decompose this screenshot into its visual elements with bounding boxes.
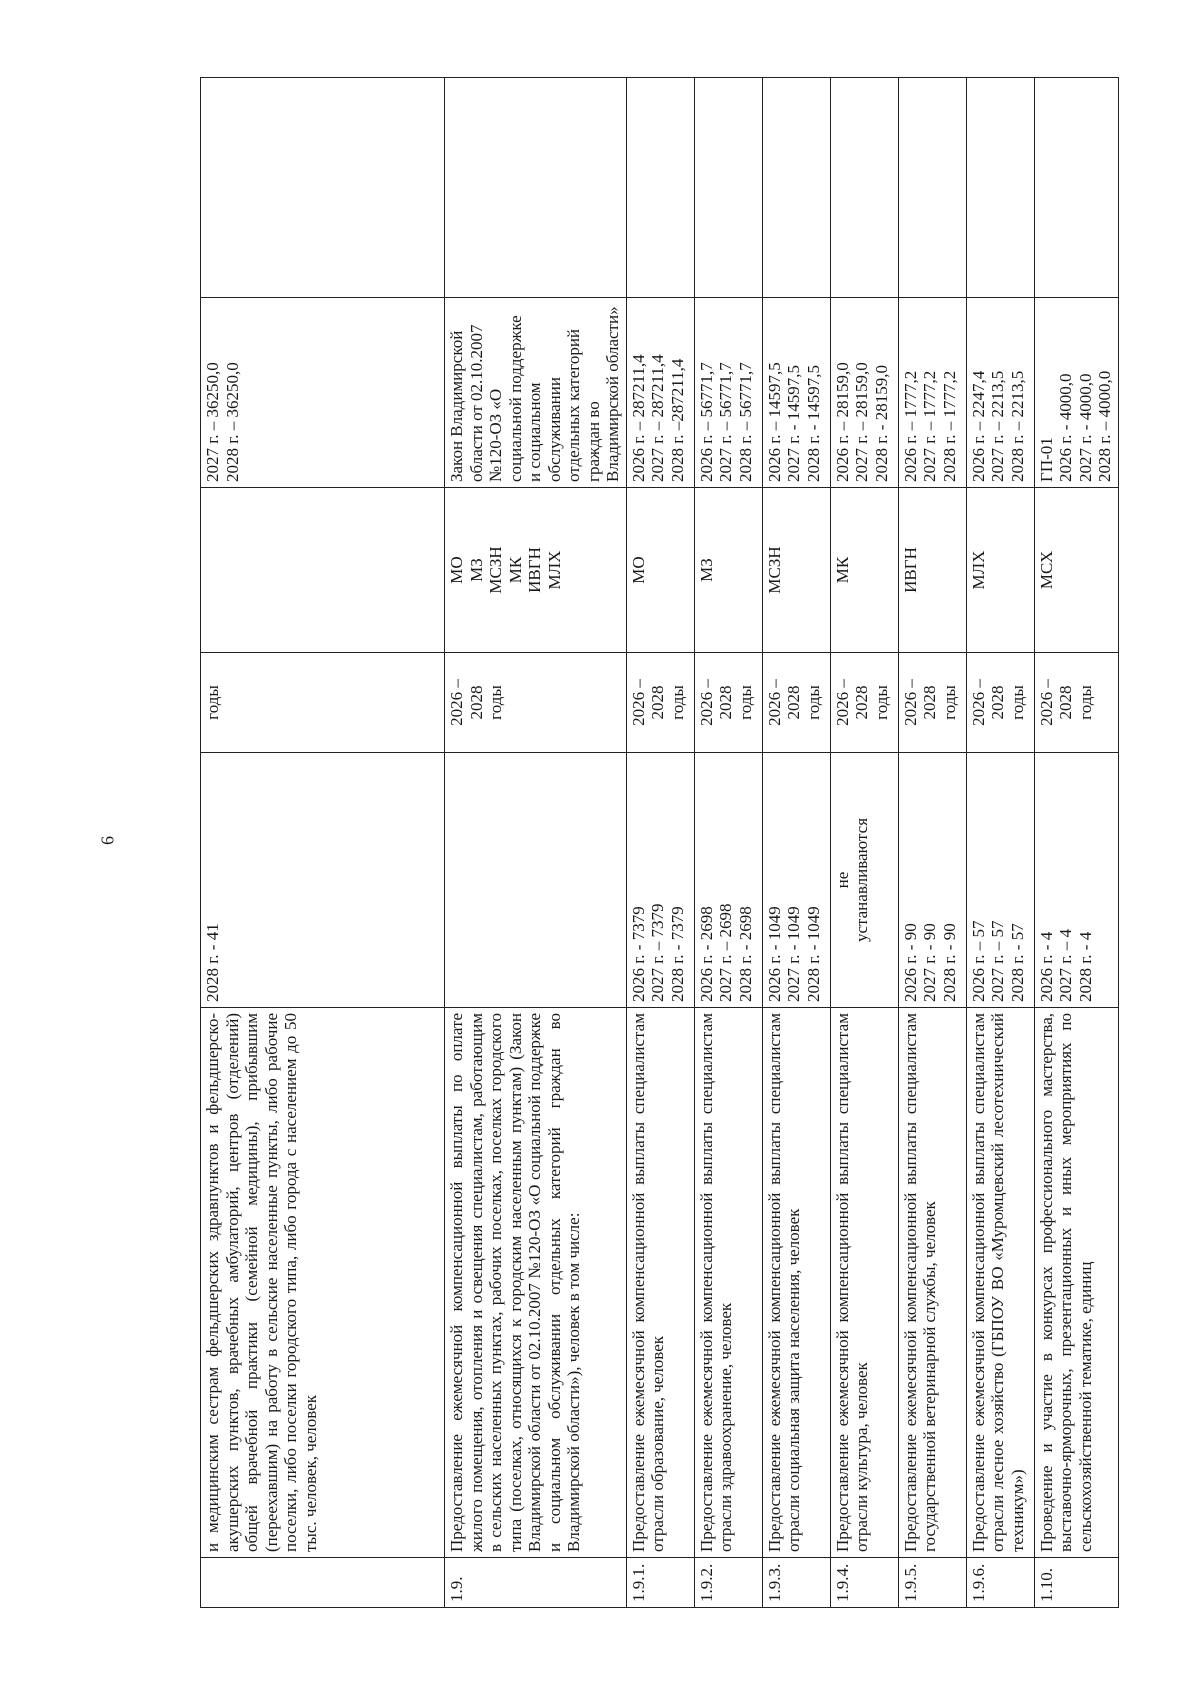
row-number: 1.9. xyxy=(445,1558,627,1608)
extra-cell xyxy=(762,78,830,298)
row-number: 1.10. xyxy=(1034,1558,1118,1608)
funding-source: 2026 г. – 28159,0 2027 г. – 28159,0 2028 г. - 28159,0 xyxy=(830,298,898,488)
extra-cell xyxy=(1034,78,1118,298)
table-row xyxy=(694,78,762,1608)
measure-name: Проведение и участие в конкурсах профессионального мастерства, выставочно-ярморочных, презентационных и иных мероприятиях по сельскохозяйственной тематике, единиц xyxy=(1034,1008,1118,1558)
executor: МО МЗ МСЗН МК ИВГН МЛХ xyxy=(445,488,627,653)
implementation-term: 2026 – 2028 годы xyxy=(830,653,898,753)
indicator-value: 2028 г. - 41 xyxy=(201,753,445,1008)
implementation-term: 2026 – 2028 годы xyxy=(898,653,966,753)
measure-name: Предоставление ежемесячной компенсационной выплаты специалистам государственной ветеринарной службы, человек xyxy=(898,1008,966,1558)
implementation-term: 2026 – 2028 годы xyxy=(762,653,830,753)
row-number: 1.9.4. xyxy=(830,1558,898,1608)
measure-name: и медицинским сестрам фельдшерских здравпунктов и фельдшерско-акушерских пунктов, врачебных амбулаторий, центров (отделений) общей врачебной практики (семейной медицины), прибывшим (переехавшим) на работу в сельские населенные пункты, либо рабочие поселки, либо поселки городского типа, либо города с населением до 50 тыс. человек, человек xyxy=(201,1008,445,1558)
indicator-value: 2026 г. - 7379 2027 г. – 7379 2028 г. - 7379 xyxy=(626,753,694,1008)
extra-cell xyxy=(626,78,694,298)
funding-source: 2026 г. – 14597,5 2027 г. - 14597,5 2028 г. - 14597,5 xyxy=(762,298,830,488)
indicator-value xyxy=(445,753,627,1008)
page-number: 6 xyxy=(97,836,118,845)
funding-source: 2026 г. – 56771,7 2027 г. – 56771,7 2028 г. – 56771,7 xyxy=(694,298,762,488)
executor: МК xyxy=(830,488,898,653)
executor: МСХ xyxy=(1034,488,1118,653)
executor: МСЗН xyxy=(762,488,830,653)
table-row xyxy=(830,78,898,1608)
executor: МО xyxy=(626,488,694,653)
implementation-term: 2026 – 2028 годы xyxy=(966,653,1034,753)
table-row xyxy=(201,78,445,1608)
measure-name: Предоставление ежемесячной компенсационной выплаты по оплате жилого помещения, отопления и освещения специалистам, работающим в сельских населенных пунктах, рабочих поселках, поселках городского типа (поселках, относящихся к городским населенным пунктам) (Закон Владимирской области от 02.10.2007 №120-ОЗ «О социальной поддержке и социальном обслуживании отдельных категорий граждан во Владимирской области»), человек в том числе: xyxy=(445,1008,627,1558)
row-number: 1.9.2. xyxy=(694,1558,762,1608)
funding-source: Закон Владимирской области от 02.10.2007 №120-ОЗ «О социальной поддержке и социальном обслуживании отдельных категорий граждан во Владимирской области» xyxy=(445,298,627,488)
extra-cell xyxy=(694,78,762,298)
program-measures-table xyxy=(200,77,1119,1608)
funding-source: 2027 г. – 36250,0 2028 г. – 36250,0 xyxy=(201,298,445,488)
table-row xyxy=(445,78,627,1608)
indicator-value: 2026 г. - 4 2027 г. – 4 2028 г. - 4 xyxy=(1034,753,1118,1008)
funding-source: ГП-01 2026 г. - 4000,0 2027 г. - 4000,0 2028 г. – 4000,0 xyxy=(1034,298,1118,488)
table-row xyxy=(898,78,966,1608)
extra-cell xyxy=(898,78,966,298)
indicator-value: 2026 г. – 57 2027 г. – 57 2028 г. - 57 xyxy=(966,753,1034,1008)
indicator-value: не устанавливаются xyxy=(830,753,898,1008)
funding-source: 2026 г. – 1777,2 2027 г. – 1777,2 2028 г. – 1777,2 xyxy=(898,298,966,488)
funding-source: 2026 г. – 287211,4 2027 г. – 287211,4 2028 г. –287211,4 xyxy=(626,298,694,488)
executor xyxy=(201,488,445,653)
funding-source: 2026 г. – 2247,4 2027 г. – 2213,5 2028 г. – 2213,5 xyxy=(966,298,1034,488)
implementation-term: 2026 – 2028 годы xyxy=(694,653,762,753)
table-row xyxy=(966,78,1034,1608)
measure-name: Предоставление ежемесячной компенсационной выплаты специалистам отрасли культура, человек xyxy=(830,1008,898,1558)
extra-cell xyxy=(445,78,627,298)
indicator-value: 2026 г. - 2698 2027 г. – 2698 2028 г. - 2698 xyxy=(694,753,762,1008)
indicator-value: 2026 г. - 90 2027 г. - 90 2028 г. - 90 xyxy=(898,753,966,1008)
rotated-table-container xyxy=(200,78,1200,1608)
executor: МЛХ xyxy=(966,488,1034,653)
indicator-value: 2026 г. - 1049 2027 г. - 1049 2028 г. - 1049 xyxy=(762,753,830,1008)
measure-name: Предоставление ежемесячной компенсационной выплаты специалистам отрасли социальная защита населения, человек xyxy=(762,1008,830,1558)
table-row xyxy=(626,78,694,1608)
row-number: 1.9.5. xyxy=(898,1558,966,1608)
extra-cell xyxy=(201,78,445,298)
executor: ИВГН xyxy=(898,488,966,653)
row-number: 1.9.1. xyxy=(626,1558,694,1608)
measure-name: Предоставление ежемесячной компенсационной выплаты специалистам отрасли лесное хозяйство (ГБПОУ ВО «Муромцевский лесотехнический техникум») xyxy=(966,1008,1034,1558)
measure-name: Предоставление ежемесячной компенсационной выплаты специалистам отрасли здравоохранение, человек xyxy=(694,1008,762,1558)
implementation-term: 2026 – 2028 годы xyxy=(626,653,694,753)
row-number: 1.9.3. xyxy=(762,1558,830,1608)
row-number xyxy=(201,1558,445,1608)
row-number: 1.9.6. xyxy=(966,1558,1034,1608)
implementation-term: 2026 – 2028 годы xyxy=(1034,653,1118,753)
extra-cell xyxy=(966,78,1034,298)
table-row xyxy=(1034,78,1118,1608)
implementation-term: 2026 – 2028 годы xyxy=(445,653,627,753)
implementation-term: годы xyxy=(201,653,445,753)
measure-name: Предоставление ежемесячной компенсационной выплаты специалистам отрасли образование, человек xyxy=(626,1008,694,1558)
table-row xyxy=(762,78,830,1608)
extra-cell xyxy=(830,78,898,298)
executor: МЗ xyxy=(694,488,762,653)
